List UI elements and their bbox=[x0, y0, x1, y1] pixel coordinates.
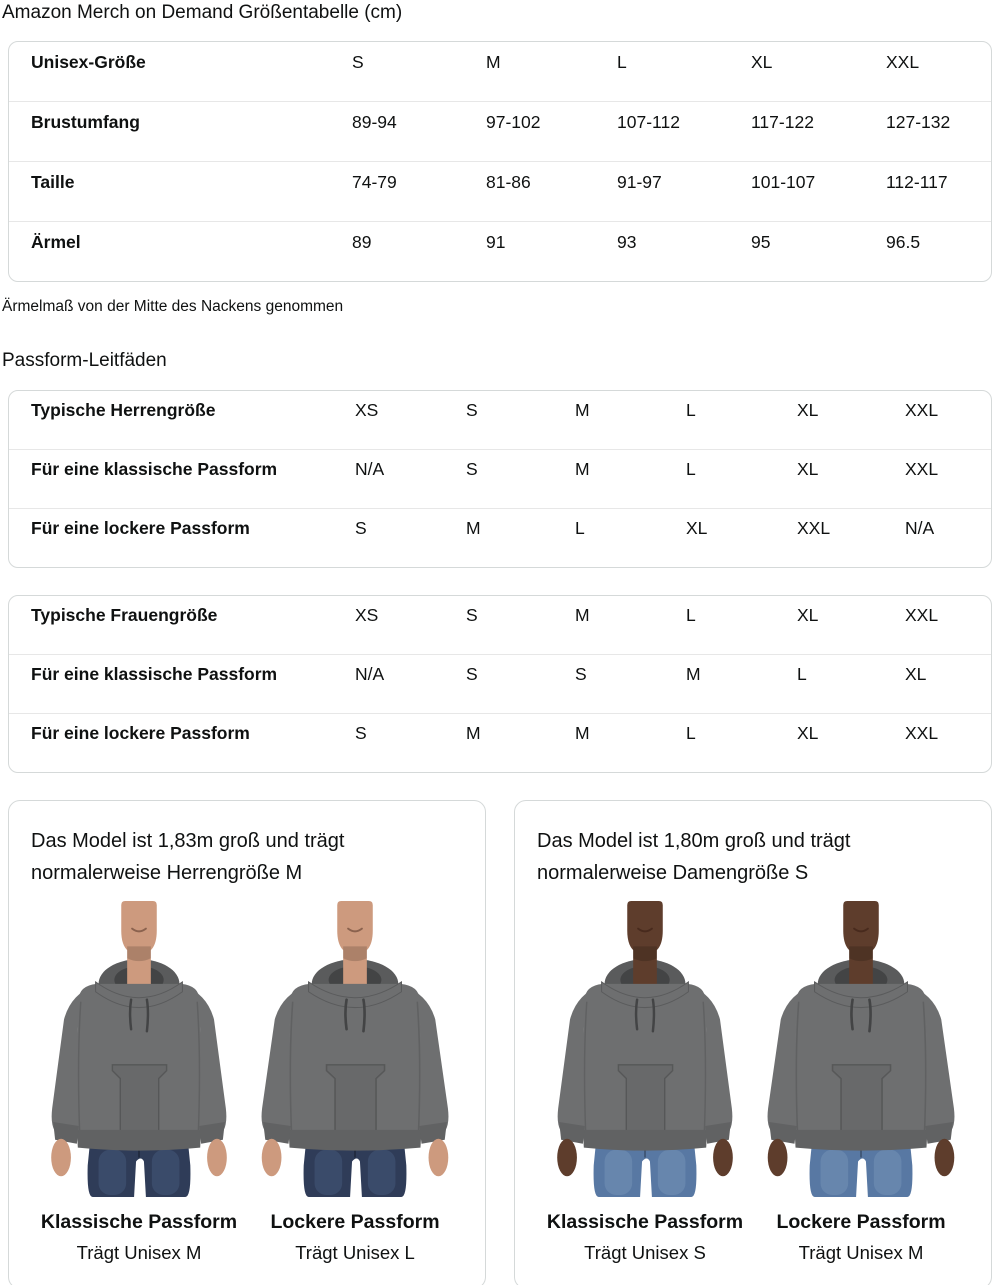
column-header: XS bbox=[355, 605, 379, 626]
page-title: Amazon Merch on Demand Größentabelle (cm) bbox=[2, 2, 403, 23]
figures-row bbox=[537, 901, 969, 1264]
cell-value: XL bbox=[797, 459, 819, 480]
figure-loose-fit bbox=[247, 901, 463, 1264]
cell-value: M bbox=[686, 664, 701, 685]
cell-value: S bbox=[355, 518, 367, 539]
fit-caption: Lockere Passform bbox=[776, 1211, 946, 1233]
cell-value: 74-79 bbox=[352, 171, 397, 192]
size-worn-caption: Trägt Unisex M bbox=[798, 1242, 924, 1263]
column-header: S bbox=[466, 400, 478, 421]
cell-value: 95 bbox=[751, 231, 771, 252]
fit-guides-heading: Passform-Leitfäden bbox=[2, 350, 167, 371]
cell-value: N/A bbox=[355, 664, 385, 685]
figure-classic-fit bbox=[537, 901, 753, 1264]
column-header: M bbox=[575, 605, 590, 626]
table-header-row bbox=[9, 391, 991, 449]
fit-caption: Lockere Passform bbox=[270, 1211, 440, 1233]
size-worn-caption: Trägt Unisex M bbox=[76, 1242, 202, 1263]
table-row bbox=[9, 508, 991, 567]
column-header: M bbox=[575, 400, 590, 421]
figure-classic-fit bbox=[31, 901, 247, 1264]
table-row bbox=[9, 713, 991, 772]
cell-value: 91-97 bbox=[617, 171, 662, 192]
cell-value: XXL bbox=[905, 723, 939, 744]
cell-value: 89-94 bbox=[352, 111, 397, 132]
cell-value: 89 bbox=[352, 231, 372, 252]
cell-value: XXL bbox=[905, 459, 939, 480]
column-header: M bbox=[486, 51, 501, 72]
row-label: Brustumfang bbox=[31, 111, 140, 132]
column-header: XS bbox=[355, 400, 379, 421]
model-card-male-model bbox=[8, 800, 486, 1285]
cell-value: 96.5 bbox=[886, 231, 921, 252]
column-header: XL bbox=[797, 400, 819, 421]
table-header-label: Unisex-Größe bbox=[31, 51, 146, 72]
table-header-label: Typische Frauengröße bbox=[31, 605, 218, 626]
row-label: Ärmel bbox=[31, 231, 81, 252]
table-header-row bbox=[9, 596, 991, 654]
cell-value: L bbox=[575, 518, 585, 539]
cell-value: 107-112 bbox=[617, 111, 680, 132]
cell-value: XL bbox=[686, 518, 708, 539]
cell-value: M bbox=[466, 518, 481, 539]
model-photo-female-model-loose bbox=[755, 901, 968, 1197]
column-header: XL bbox=[797, 605, 819, 626]
cell-value: XL bbox=[797, 723, 819, 744]
cell-value: XXL bbox=[797, 518, 831, 539]
cell-value: XL bbox=[905, 664, 927, 685]
column-header: S bbox=[352, 51, 364, 72]
unisex-size-table bbox=[8, 41, 992, 282]
cell-value: L bbox=[686, 723, 696, 744]
cell-value: S bbox=[466, 664, 478, 685]
cell-value: M bbox=[466, 723, 481, 744]
row-label: Für eine klassische Passform bbox=[31, 459, 278, 480]
column-header: L bbox=[686, 400, 696, 421]
row-label: Für eine lockere Passform bbox=[31, 518, 250, 539]
column-header: XXL bbox=[905, 605, 939, 626]
table-row bbox=[9, 221, 991, 281]
cell-value: M bbox=[575, 459, 590, 480]
column-header: XL bbox=[751, 51, 773, 72]
cell-value: M bbox=[575, 723, 590, 744]
cell-value: N/A bbox=[355, 459, 385, 480]
mens-fit-table bbox=[8, 390, 992, 568]
column-header: L bbox=[617, 51, 627, 72]
size-worn-caption: Trägt Unisex L bbox=[295, 1242, 415, 1263]
model-photo-male-model-classic bbox=[33, 901, 246, 1197]
model-photo-male-model-loose bbox=[249, 901, 462, 1197]
row-label: Für eine klassische Passform bbox=[31, 664, 278, 685]
column-header: XXL bbox=[886, 51, 920, 72]
womens-fit-table bbox=[8, 595, 992, 773]
cell-value: 117-122 bbox=[751, 111, 814, 132]
model-card-female-model bbox=[514, 800, 992, 1285]
column-header: XXL bbox=[905, 400, 939, 421]
column-header: L bbox=[686, 605, 696, 626]
model-photo-female-model-classic bbox=[539, 901, 752, 1197]
table-header-row bbox=[9, 42, 991, 101]
table-row bbox=[9, 161, 991, 221]
sleeve-measure-note: Ärmelmaß von der Mitte des Nackens genommen bbox=[2, 298, 344, 315]
cell-value: 97-102 bbox=[486, 111, 541, 132]
cell-value: 127-132 bbox=[886, 111, 951, 132]
table-row bbox=[9, 101, 991, 161]
table-row bbox=[9, 449, 991, 508]
cell-value: S bbox=[466, 459, 478, 480]
cell-value: L bbox=[686, 459, 696, 480]
cell-value: 81-86 bbox=[486, 171, 531, 192]
table-row bbox=[9, 654, 991, 713]
figure-loose-fit bbox=[753, 901, 969, 1264]
model-description: Das Model ist 1,80m groß und trägt normalerweise Damengröße S bbox=[537, 830, 851, 884]
cell-value: S bbox=[355, 723, 367, 744]
row-label: Taille bbox=[31, 171, 75, 192]
cell-value: L bbox=[797, 664, 807, 685]
cell-value: 91 bbox=[486, 231, 506, 252]
table-header-label: Typische Herrengröße bbox=[31, 400, 216, 421]
fit-caption: Klassische Passform bbox=[546, 1211, 744, 1233]
cell-value: N/A bbox=[905, 518, 935, 539]
column-header: S bbox=[466, 605, 478, 626]
fit-caption: Klassische Passform bbox=[40, 1211, 238, 1233]
cell-value: S bbox=[575, 664, 587, 685]
cell-value: 101-107 bbox=[751, 171, 816, 192]
cell-value: 112-117 bbox=[886, 171, 948, 192]
row-label: Für eine lockere Passform bbox=[31, 723, 250, 744]
figures-row bbox=[31, 901, 463, 1264]
model-cards-row bbox=[8, 800, 992, 1285]
cell-value: 93 bbox=[617, 231, 637, 252]
model-description: Das Model ist 1,83m groß und trägt normalerweise Herrengröße M bbox=[31, 830, 345, 884]
size-worn-caption: Trägt Unisex S bbox=[584, 1242, 706, 1263]
